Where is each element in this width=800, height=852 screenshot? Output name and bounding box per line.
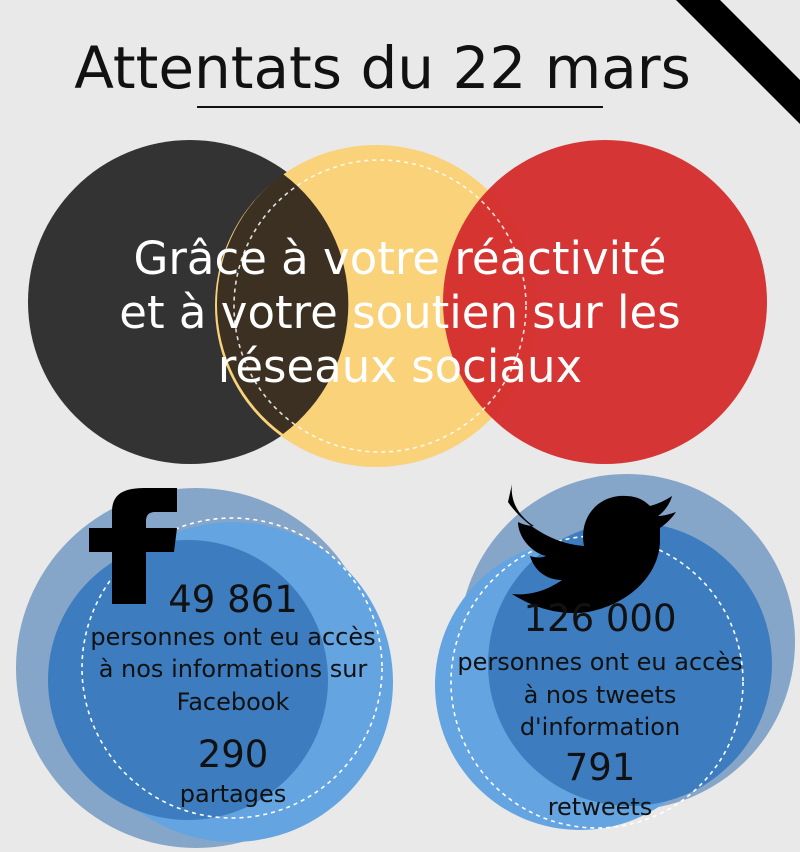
- facebook-shares-value: 290: [197, 733, 269, 776]
- hero-message: [100, 232, 700, 394]
- twitter-retweets-value: 791: [564, 746, 636, 789]
- twitter-retweets-label: retweets: [547, 793, 653, 821]
- facebook-reach-line-3: Facebook: [176, 688, 290, 716]
- hero-line-3: réseaux sociaux: [217, 340, 583, 393]
- facebook-reach-line-2: à nos informations sur: [98, 655, 368, 683]
- facebook-reach-line-1: personnes ont eu accès: [90, 623, 376, 651]
- hero-line-2: et à votre soutien sur les: [119, 286, 681, 339]
- facebook-reach-value: 49 861: [168, 578, 298, 621]
- hero-line-1: Grâce à votre réactivité: [133, 232, 667, 285]
- page-title: Attentats du 22 mars: [74, 34, 691, 102]
- facebook-shares-label: partages: [179, 780, 287, 808]
- twitter-reach-line-1: personnes ont eu accès: [457, 648, 743, 676]
- twitter-reach-line-3: d'information: [519, 713, 681, 741]
- twitter-reach-line-2: à nos tweets: [523, 681, 677, 709]
- twitter-reach-value: 126 000: [523, 597, 677, 640]
